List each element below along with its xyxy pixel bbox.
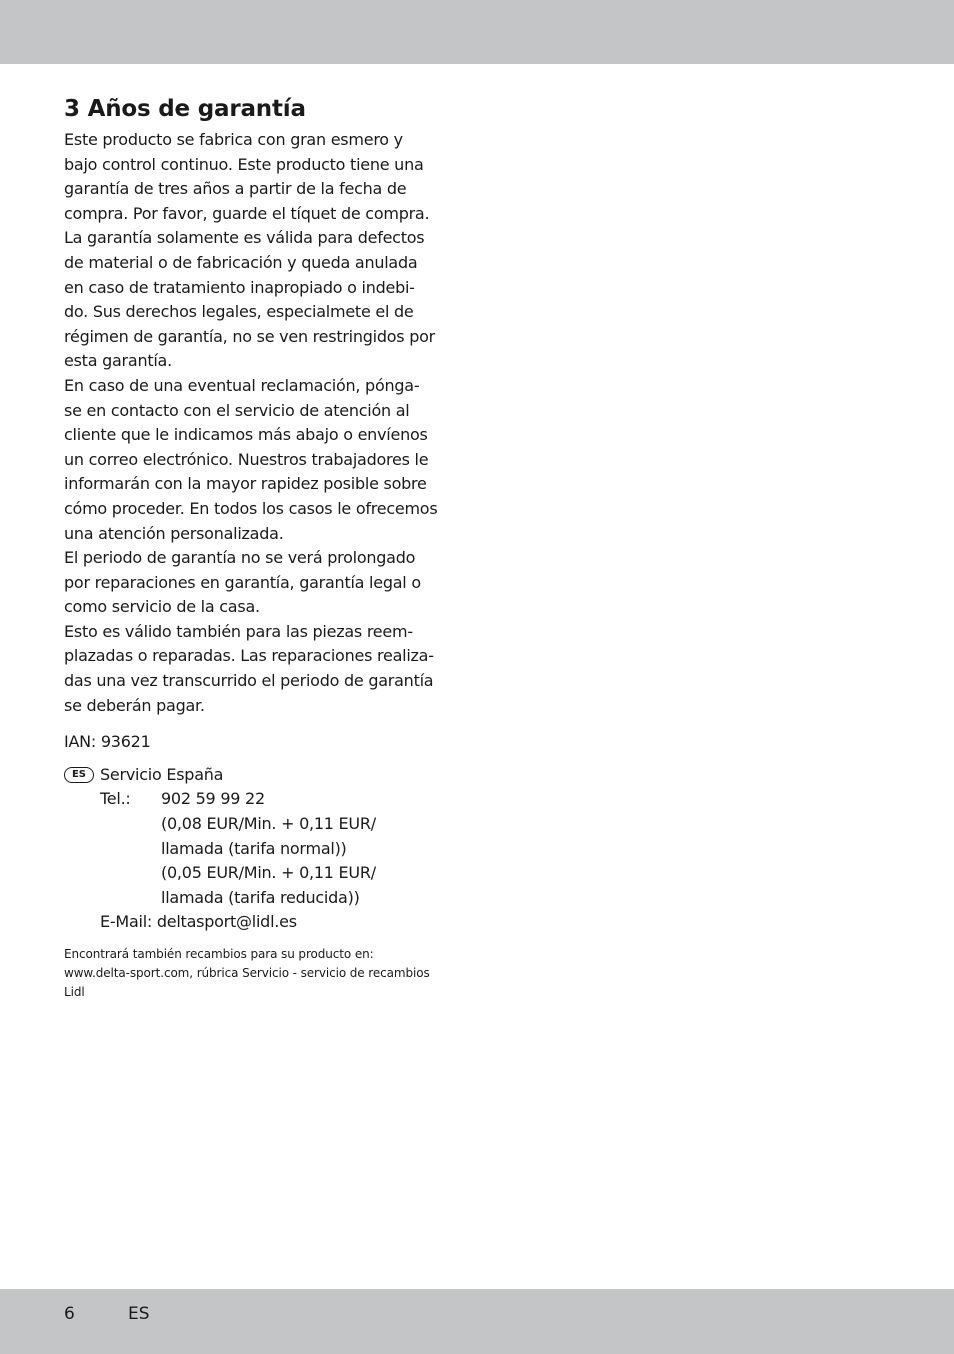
- tel-rate-reduced-line-2: llamada (tarifa reducida)): [161, 887, 360, 907]
- language-code: ES: [128, 1304, 150, 1324]
- header-band: [0, 0, 954, 64]
- warranty-section: [64, 94, 456, 1014]
- telephone-block: [64, 787, 456, 910]
- warranty-body-text: Este producto se fabrica con gran esmero y bajo control continuo. Este producto tiene una garantía de tres años a partir de la fecha de compra. Por favor, guarde el tíquet de compra. La garantía solamente es válida para defectos de material o de fabricación y queda anulada en caso de tratamiento inapropiado o indebi- do. Sus derechos legales, especialmete el de régimen de garantía, no se ven restringidos por esta garantía. En caso de una eventual reclamación, pónga- se en contacto con el servicio de atención al cliente que le indicamos más abajo o envíenos un correo electrónico. Nuestros trabajadores le informarán con la mayor rapidez posible sobre cómo proceder. En todos los casos le ofrecemos una atención personalizada. El periodo de garantía no se verá prolongado por reparaciones en garantía, garantía legal o como servicio de la casa. Esto es válido también para las piezas reem- plazadas o reparadas. Las reparaciones realiza- das una vez transcurrido el periodo de garantía se deberán pagar.: [64, 130, 438, 715]
- ian-number: IAN: 93621: [64, 732, 151, 752]
- tel-rate-normal-line-2: llamada (tarifa normal)): [161, 838, 347, 858]
- email-contact: E-Mail: deltasport@lidl.es: [100, 912, 297, 932]
- spare-parts-note: Encontrará también recambios para su producto en: www.delta-sport.com, rúbrica Servicio - servicio de recambios Lidl: [64, 947, 430, 999]
- service-name: Servicio España: [100, 764, 224, 784]
- section-title: 3 Años de garantía: [64, 96, 306, 122]
- tel-rate-reduced-line-1: (0,05 EUR/Min. + 0,11 EUR/: [161, 863, 376, 883]
- country-badge-icon: ES: [64, 767, 94, 783]
- tel-rate-normal-line-1: (0,08 EUR/Min. + 0,11 EUR/: [161, 814, 376, 834]
- tel-details: [161, 787, 376, 910]
- tel-label: Tel.:: [100, 789, 131, 809]
- service-name-row: [64, 763, 456, 788]
- service-contact: [64, 763, 456, 935]
- tel-number: 902 59 99 22: [161, 789, 265, 809]
- page-number: 6: [64, 1304, 75, 1324]
